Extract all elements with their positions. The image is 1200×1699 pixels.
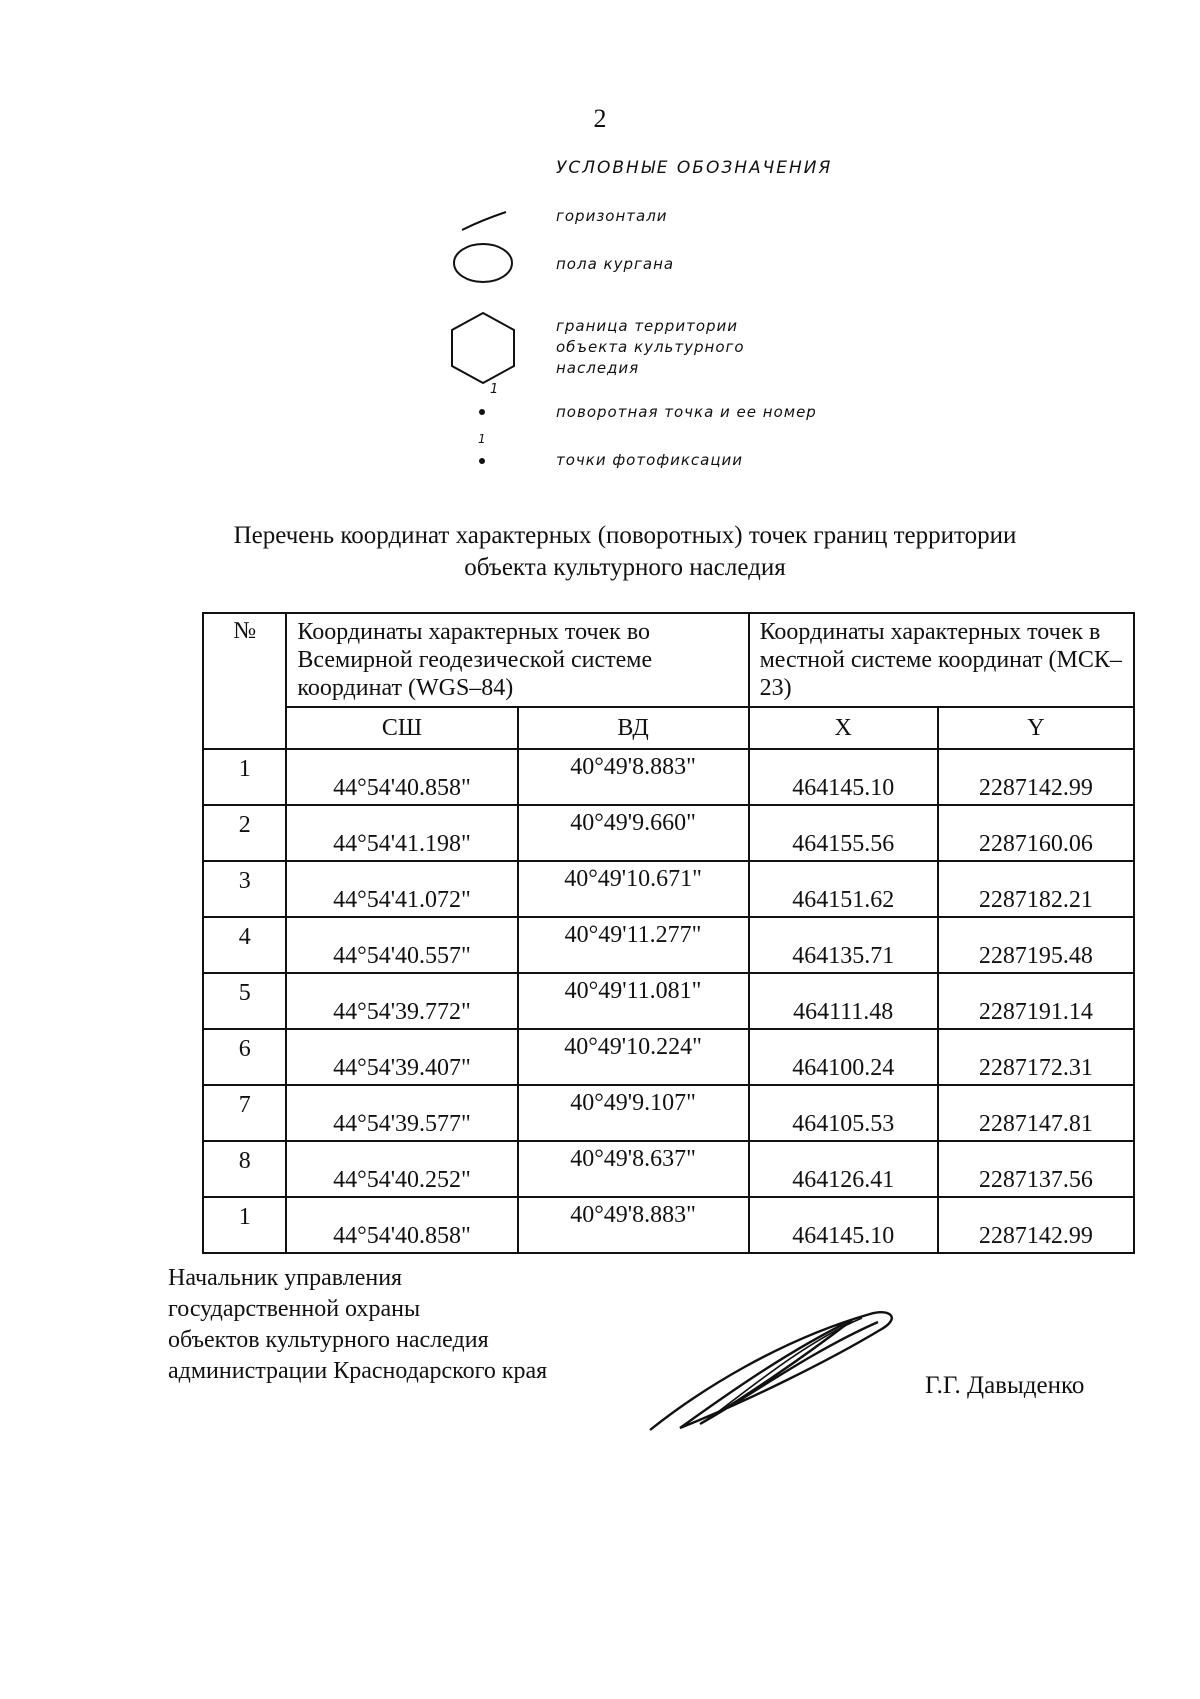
longitude-cell: 40°49'8.637" [518, 1141, 749, 1197]
latitude-cell: 44°54'40.858" [286, 1197, 517, 1253]
latitude-cell: 44°54'39.407" [286, 1029, 517, 1085]
table-row [203, 917, 1134, 973]
row-number-cell: 1 [203, 1197, 286, 1253]
longitude-cell: 40°49'8.883" [518, 749, 749, 805]
x-cell: 464135.71 [749, 917, 938, 973]
header-msk-coordinates: Координаты характерных точек в местной системе координат (МСК–23) [749, 613, 1134, 707]
x-cell: 464145.10 [749, 1197, 938, 1253]
coordinates-table [202, 612, 1135, 1254]
latitude-cell: 44°54'40.252" [286, 1141, 517, 1197]
y-cell: 2287172.31 [938, 1029, 1134, 1085]
latitude-cell: 44°54'40.557" [286, 917, 517, 973]
y-cell: 2287147.81 [938, 1085, 1134, 1141]
signatory-position-line: Начальник управления [168, 1265, 403, 1291]
header-x: X [749, 707, 938, 749]
page-number: 2 [593, 104, 607, 133]
legend-label-contour: горизонтали [556, 207, 668, 225]
header-y: Y [938, 707, 1134, 749]
signatory-name: Г.Г. Давыденко [925, 1372, 1085, 1399]
document-title [150, 520, 1100, 584]
header-wgs-coordinates: Координаты характерных точек во Всемирной геодезической системе координат (WGS–84) [286, 613, 748, 707]
header-longitude: ВД [518, 707, 749, 749]
legend-label-hexagon: граница территории объекта культурного наследия [556, 317, 745, 377]
y-cell: 2287160.06 [938, 805, 1134, 861]
x-cell: 464151.62 [749, 861, 938, 917]
hexagon-icon [448, 310, 518, 386]
longitude-cell: 40°49'11.081" [518, 973, 749, 1029]
latitude-cell: 44°54'41.072" [286, 861, 517, 917]
latitude-cell: 44°54'40.858" [286, 749, 517, 805]
row-number-cell: 2 [203, 805, 286, 861]
table-row [203, 1029, 1134, 1085]
table-row [203, 1085, 1134, 1141]
x-cell: 464111.48 [749, 973, 938, 1029]
y-cell: 2287191.14 [938, 973, 1134, 1029]
longitude-cell: 40°49'10.224" [518, 1029, 749, 1085]
row-number-cell: 5 [203, 973, 286, 1029]
row-number-cell: 1 [203, 749, 286, 805]
y-cell: 2287142.99 [938, 1197, 1134, 1253]
row-number-cell: 4 [203, 917, 286, 973]
x-cell: 464155.56 [749, 805, 938, 861]
turning-point-number: 1 [490, 382, 499, 397]
table-row [203, 1141, 1134, 1197]
row-number-cell: 3 [203, 861, 286, 917]
x-cell: 464145.10 [749, 749, 938, 805]
signatory-position [168, 1263, 547, 1387]
ellipse-icon [450, 240, 516, 286]
table-row [203, 805, 1134, 861]
row-number-cell: 6 [203, 1029, 286, 1085]
legend-label-turning-point: поворотная точка и ее номер [556, 403, 817, 421]
longitude-cell: 40°49'8.883" [518, 1197, 749, 1253]
x-cell: 464100.24 [749, 1029, 938, 1085]
latitude-cell: 44°54'39.772" [286, 973, 517, 1029]
y-cell: 2287137.56 [938, 1141, 1134, 1197]
signatory-position-line: государственной охраны [168, 1296, 421, 1322]
x-cell: 464105.53 [749, 1085, 938, 1141]
y-cell: 2287142.99 [938, 749, 1134, 805]
table-row [203, 1197, 1134, 1253]
header-latitude: СШ [286, 707, 517, 749]
header-number: № [203, 613, 286, 749]
x-cell: 464126.41 [749, 1141, 938, 1197]
handwritten-signature [640, 1300, 900, 1440]
row-number-cell: 7 [203, 1085, 286, 1141]
latitude-cell: 44°54'41.198" [286, 805, 517, 861]
legend-title: УСЛОВНЫЕ ОБОЗНАЧЕНИЯ [556, 158, 833, 178]
longitude-cell: 40°49'9.107" [518, 1085, 749, 1141]
y-cell: 2287182.21 [938, 861, 1134, 917]
table-row [203, 749, 1134, 805]
signatory-position-line: объектов культурного наследия [168, 1327, 489, 1353]
document-title-line-2: объекта культурного наследия [464, 554, 786, 581]
longitude-cell: 40°49'10.671" [518, 861, 749, 917]
legend-label-photo-point: точки фотофиксации [556, 451, 744, 469]
contour-line-icon [460, 206, 510, 234]
photo-point-number: 1 [478, 432, 486, 446]
longitude-cell: 40°49'11.277" [518, 917, 749, 973]
legend-label-ellipse: пола кургана [556, 255, 675, 273]
signatory-position-line: администрации Краснодарского края [168, 1358, 548, 1384]
table-row [203, 861, 1134, 917]
row-number-cell: 8 [203, 1141, 286, 1197]
table-row [203, 973, 1134, 1029]
y-cell: 2287195.48 [938, 917, 1134, 973]
longitude-cell: 40°49'9.660" [518, 805, 749, 861]
document-title-line-1: Перечень координат характерных (поворотных) точек границ территории [233, 522, 1017, 549]
latitude-cell: 44°54'39.577" [286, 1085, 517, 1141]
